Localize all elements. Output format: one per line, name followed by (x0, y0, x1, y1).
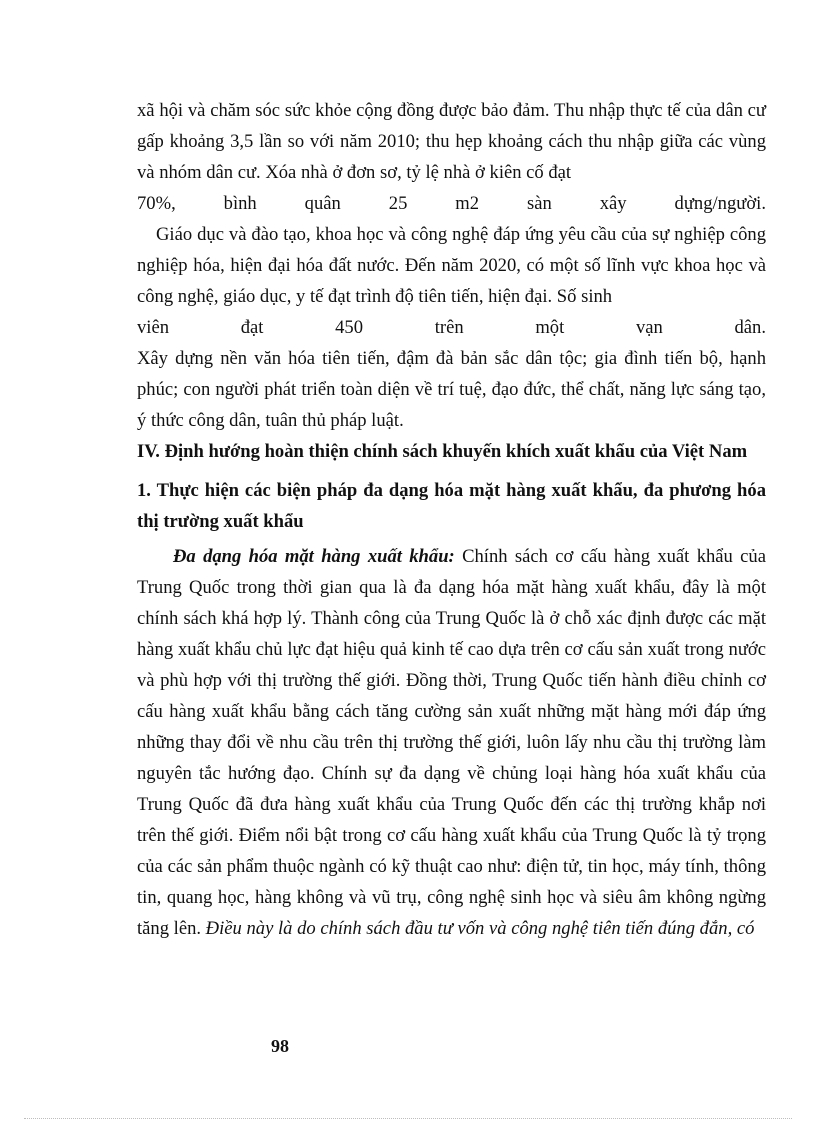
page-number-text: 98 (271, 1036, 289, 1056)
paragraph-education-science: Giáo dục và đào tạo, khoa học và công nghệ đáp ứng yêu cầu của sự nghiệp công nghiệp hóa, hiện đại hóa đất nước. Đến năm 2020, có một số lĩnh vực khoa học và công nghệ, giáo dục, y tế đạt trình độ tiên tiến, hiện đại. Số sinh (137, 224, 766, 307)
page-bottom-divider (24, 1118, 792, 1119)
diversify-body-text: Chính sách cơ cấu hàng xuất khẩu của Trung Quốc trong thời gian qua là đa dạng hóa mặt hàng xuất khẩu, đây là một chính sách khá hợp lý. Thành công của Trung Quốc là ở chỗ xác định được các mặt hàng xuất khẩu chủ lực đạt hiệu quả kinh tế cao dựa trên cơ cấu sản xuất trong nước và phù hợp với thị trường thế giới. Đồng thời, Trung Quốc tiến hành điều chỉnh cơ cấu hàng xuất khẩu bằng cách tăng cường sản xuất những mặt hàng mới đáp ứng những thay đổi về nhu cầu trên thị trường thế giới, luôn lấy nhu cầu thị trường làm nguyên tắc hướng đạo. Chính sự đa dạng về chủng loại hàng hóa xuất khẩu của Trung Quốc đã đưa hàng xuất khẩu của Trung Quốc đến các thị trường khắp nơi trên thế giới. Điểm nổi bật trong cơ cấu hàng xuất khẩu của Trung Quốc là tỷ trọng của các sản phẩm thuộc ngành có kỹ thuật cao như: điện tử, tin học, máy tính, thông tin, quang học, hàng không và vũ trụ, công nghệ sinh học và siêu âm không ngừng tăng lên. (137, 546, 766, 939)
paragraph-student-ratio: viên đạt 450 trên một vạn dân. (137, 317, 766, 338)
paragraph-culture: Xây dựng nền văn hóa tiên tiến, đậm đà bản sắc dân tộc; gia đình tiến bộ, hạnh phúc; con người phát triển toàn diện về trí tuệ, đạo đức, thể chất, năng lực sáng tạo, ý thức công dân, tuân thủ pháp luật. (137, 348, 766, 431)
subsection-heading-1: 1. Thực hiện các biện pháp đa dạng hóa mặt hàng xuất khẩu, đa phương hóa thị trường xuất khẩu (137, 480, 766, 532)
page-body (137, 95, 766, 944)
section-heading-iv: IV. Định hướng hoàn thiện chính sách khuyến khích xuất khẩu của Việt Nam (137, 441, 748, 462)
paragraph-housing-area: 70%, bình quân 25 m2 sàn xây dựng/người. (137, 193, 766, 214)
page-number (0, 1036, 560, 1057)
paragraph-diversify-exports (137, 541, 766, 944)
paragraph-social-welfare: xã hội và chăm sóc sức khỏe cộng đồng được bảo đảm. Thu nhập thực tế của dân cư gấp khoảng 3,5 lần so với năm 2010; thu hẹp khoảng cách thu nhập giữa các vùng và nhóm dân cư. Xóa nhà ở đơn sơ, tỷ lệ nhà ở kiên cố đạt (137, 100, 766, 183)
diversify-italic-text: Điều này là do chính sách đầu tư vốn và công nghệ tiên tiến đúng đắn, có (201, 918, 755, 939)
diversify-lead-phrase: Đa dạng hóa mặt hàng xuất khẩu: (173, 546, 455, 567)
